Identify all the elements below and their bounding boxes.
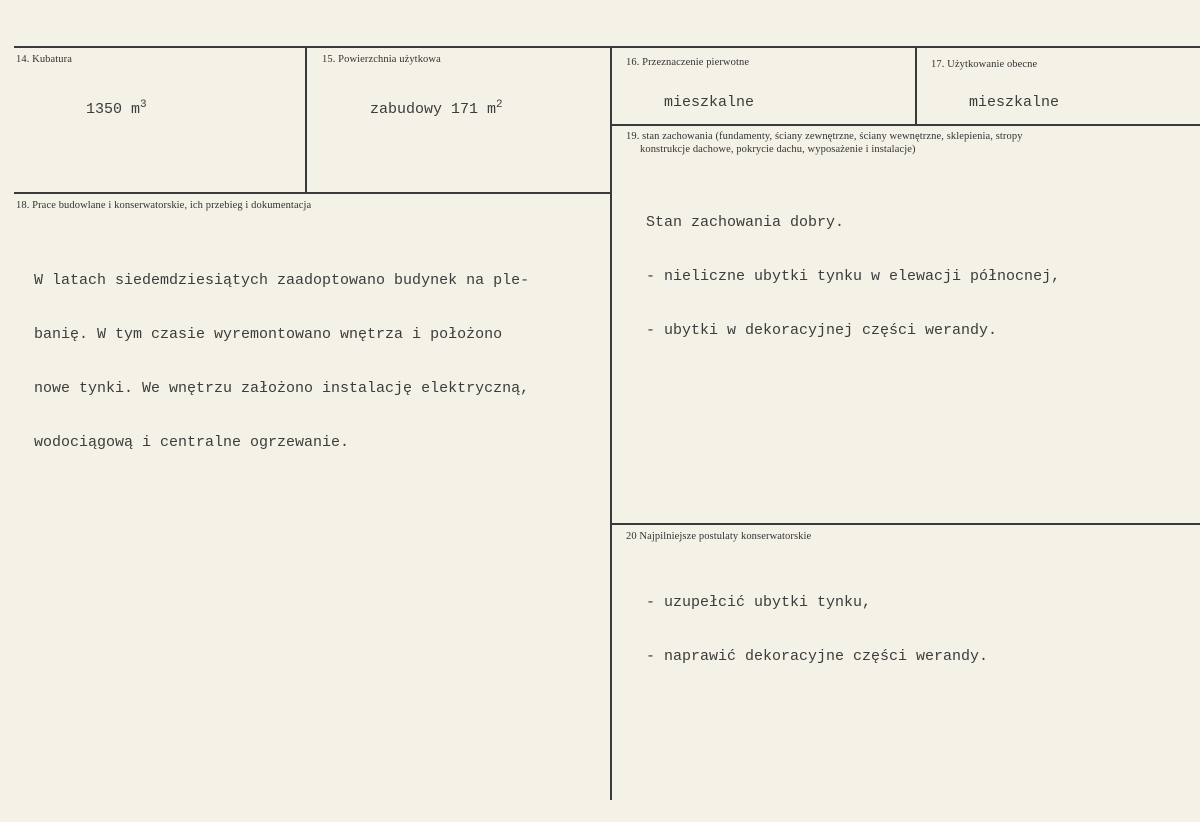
field-value: mieszkalne	[969, 94, 1060, 111]
field-text	[646, 178, 1060, 376]
text-line: - ubytki w dekoracyjnej części werandy.	[646, 322, 998, 339]
text-line: - nieliczne ubytki tynku w elewacji północnej,	[646, 268, 1061, 285]
row1-right-rule	[612, 124, 1200, 126]
value-text: zabudowy 171 m	[370, 101, 497, 118]
field-value	[86, 101, 147, 119]
field-label-line: konstrukcje dachowe, pokrycie dachu, wyposażenie i instalacje)	[640, 144, 916, 155]
field-label: 18. Prace budowlane i konserwatorskie, ich przebieg i dokumentacja	[16, 200, 312, 211]
field-label: 16. Przeznaczenie pierwotne	[626, 57, 750, 68]
text-line: Stan zachowania dobry.	[646, 214, 845, 231]
field-value: mieszkalne	[664, 94, 755, 111]
field-label: 15. Powierzchnia użytkowa	[322, 54, 441, 65]
row1-left-rule	[14, 192, 612, 194]
field-label-line: 19. stan zachowania (fundamenty, ściany zewnętrzne, ściany wewnętrzne, sklepienia, stropy	[626, 131, 1023, 142]
f14-f15-divider	[305, 46, 307, 192]
field-label: 20 Najpilniejsze postulaty konserwatorskie	[626, 531, 812, 542]
text-line: nowe tynki. We wnętrzu założono instalację elektryczną,	[34, 380, 530, 397]
text-line: W latach siedemdziesiątych zaadoptowano budynek na ple-	[34, 272, 530, 289]
text-line: banię. W tym czasie wyremontowano wnętrza i położono	[34, 326, 503, 343]
value-text: 1350 m	[86, 101, 141, 118]
value-unit-exponent: 2	[496, 99, 503, 111]
text-line: - naprawić dekoracyjne części werandy.	[646, 648, 989, 665]
f16-f17-divider	[915, 46, 917, 126]
field-label: 17. Użytkowanie obecne	[931, 59, 1038, 70]
text-line: wodociągową i centralne ogrzewanie.	[34, 434, 350, 451]
field-text	[34, 236, 529, 488]
field-label: 14. Kubatura	[16, 54, 73, 65]
top-rule	[14, 46, 1200, 48]
text-line: - uzupełcić ubytki tynku,	[646, 594, 872, 611]
field-text	[646, 558, 988, 702]
field-value	[370, 101, 503, 119]
value-unit-exponent: 3	[140, 99, 147, 111]
center-divider	[610, 46, 612, 800]
f20-top-rule	[612, 523, 1200, 525]
